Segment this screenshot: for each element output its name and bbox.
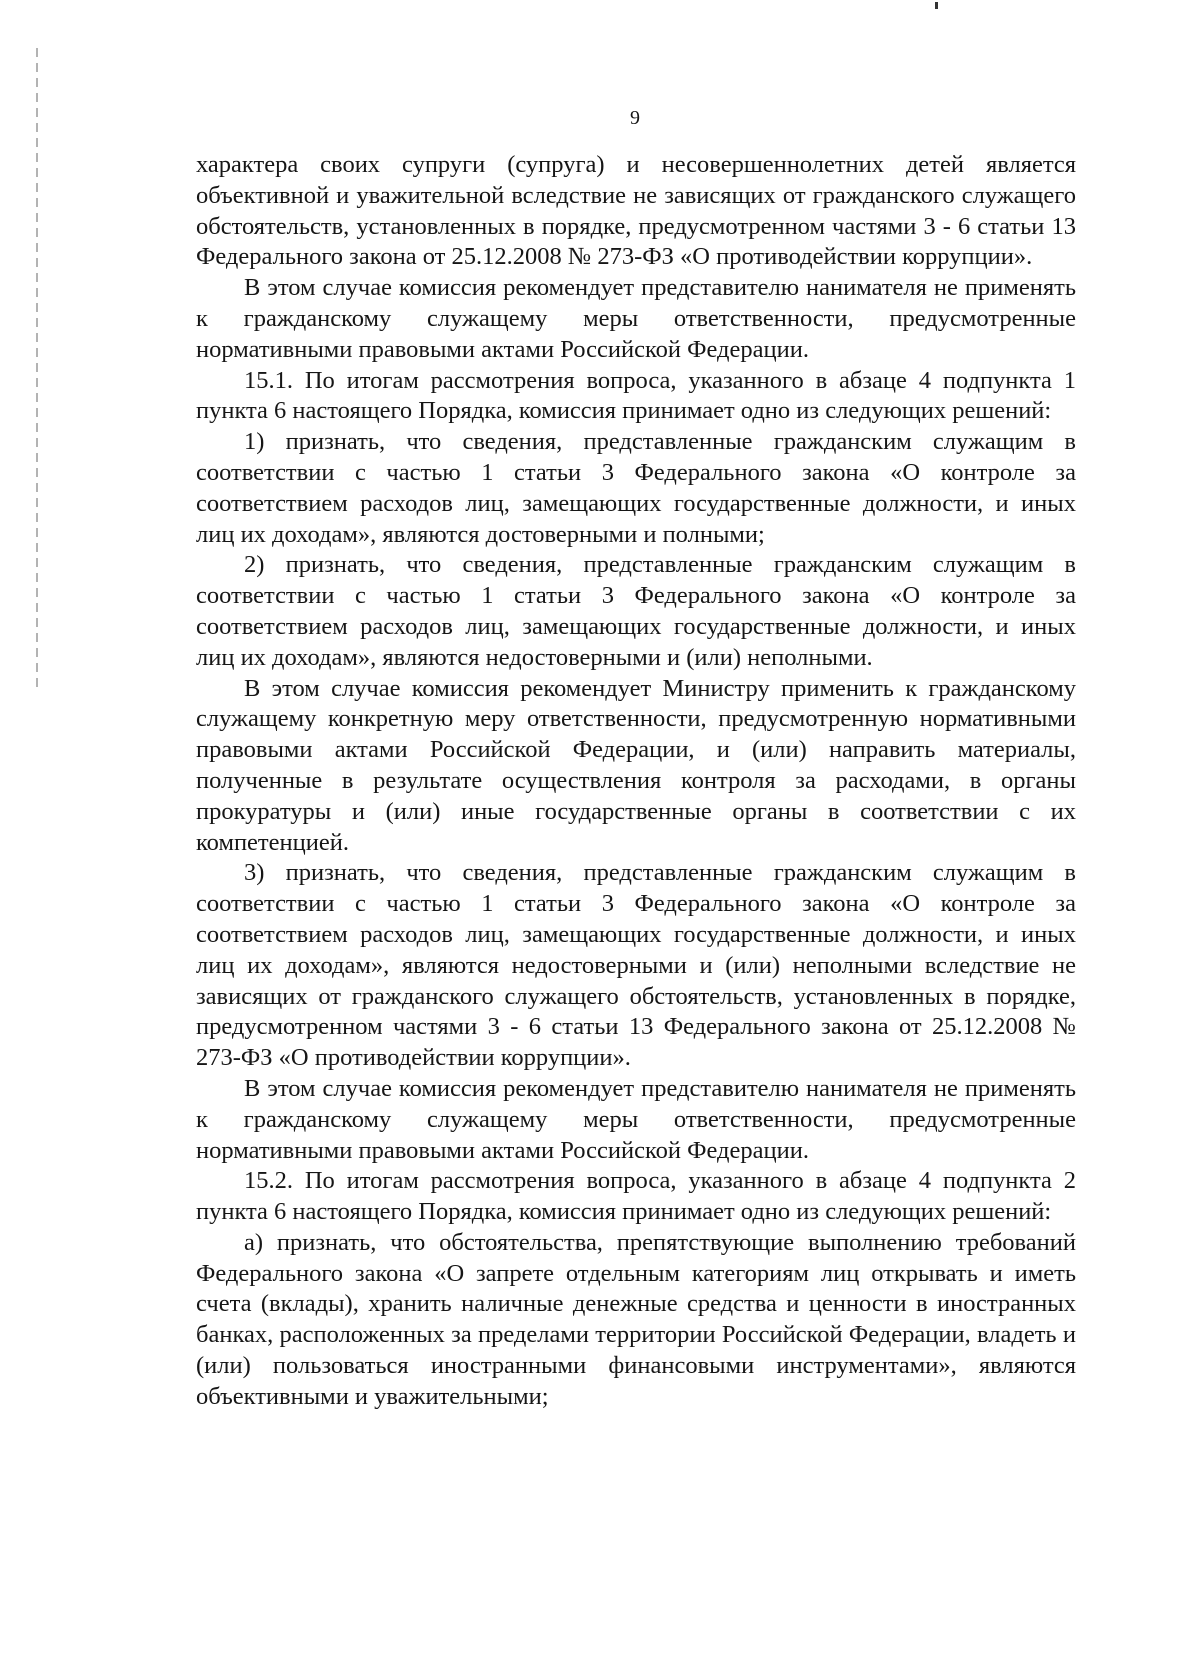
paragraph-recommendation: В этом случае комиссия рекомендует представителю нанимателя не применять к гражданскому служащему меры ответственности, предусмотренные нормативными правовыми актами Российской Федерации. bbox=[196, 1074, 1076, 1164]
paragraph-recommendation: В этом случае комиссия рекомендует представителю нанимателя не применять к гражданскому служащему меры ответственности, предусмотренные нормативными правовыми актами Российской Федерации. bbox=[196, 274, 1076, 363]
paragraph-item-1: 1) признать, что сведения, представленные гражданским служащим в соответствии с частью 1 статьи 3 Федерального закона «О контроле за соответствием расходов лиц, замещающих государственные должности, и иных лиц их доходам», являются достоверными и полными; bbox=[196, 428, 1076, 548]
page-number: 9 bbox=[630, 107, 640, 129]
paragraph-15-1: 15.1. По итогам рассмотрения вопроса, указанного в абзаце 4 подпункта 1 пункта 6 настоящего Порядка, комиссия принимает одно из следующих решений: bbox=[196, 366, 1076, 425]
scan-mark bbox=[935, 2, 938, 9]
paragraph-continuation: характера своих супруги (супруга) и несовершеннолетних детей является объективной и уважительной вследствие не зависящих от гражданского служащего обстоятельств, установленных в порядке, предусмотренном частями 3 - 6 статьи 13 Федерального закона от 25.12.2008 № 273-ФЗ «О противодействии коррупции». bbox=[196, 151, 1076, 271]
paragraph-item-a: а) признать, что обстоятельства, препятствующие выполнению требований Федерального закона «О запрете отдельным категориям лиц открывать и иметь счета (вклады), хранить наличные денежные средства и ценности в иностранных банках, расположенных за пределами территории Российской Федерации, владеть и (или) пользоваться иностранными финансовыми инструментами», являются объективными и уважительными; bbox=[196, 1228, 1076, 1410]
paragraph-item-2: 2) признать, что сведения, представленные гражданским служащим в соответствии с частью 1 статьи 3 Федерального закона «О контроле за соответствием расходов лиц, замещающих государственные должности, и иных лиц их доходам», являются недостоверными и (или) неполными. bbox=[196, 551, 1076, 671]
paragraph-item-3: 3) признать, что сведения, представленные гражданским служащим в соответствии с частью 1 статьи 3 Федерального закона «О контроле за соответствием расходов лиц, замещающих государственные должности, и иных лиц их доходам», являются недостоверными и (или) неполными вследствие не зависящих от гражданского служащего обстоятельств, установленных в порядке, предусмотренном частями 3 - 6 статьи 13 Федерального закона от 25.12.2008 № 273-ФЗ «О противодействии коррупции». bbox=[196, 859, 1076, 1072]
paragraph-15-2: 15.2. По итогам рассмотрения вопроса, указанного в абзаце 4 подпункта 2 пункта 6 настоящего Порядка, комиссия принимает одно из следующих решений: bbox=[196, 1167, 1076, 1226]
document-body bbox=[196, 150, 1076, 1413]
scan-edge-artifact bbox=[36, 48, 38, 688]
paragraph-recommendation-minister: В этом случае комиссия рекомендует Министру применить к гражданскому служащему конкретную меру ответственности, предусмотренную нормативными правовыми актами Российской Федерации, и (или) направить материалы, полученные в результате осуществления контроля за расходами, в органы прокуратуры и (или) иные государственные органы в соответствии с их компетенцией. bbox=[196, 674, 1076, 856]
